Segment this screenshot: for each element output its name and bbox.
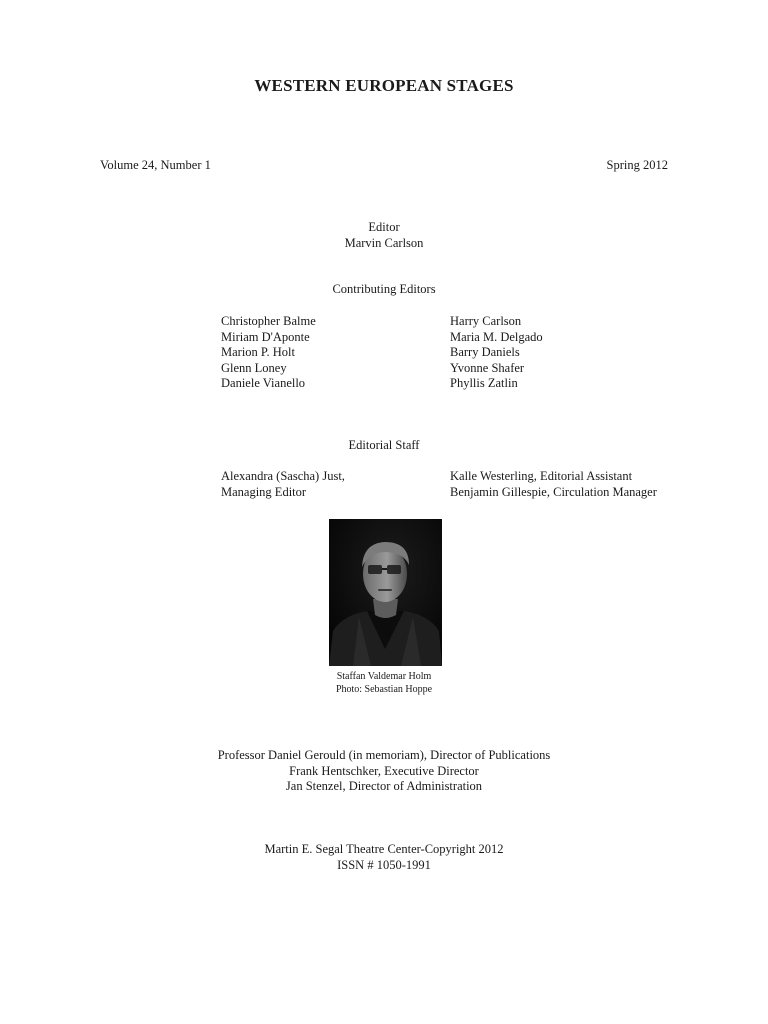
editor-heading: Editor [368, 220, 400, 234]
contributing-editors-right-column [450, 314, 543, 392]
copyright-line: Martin E. Segal Theatre Center-Copyright 2012 [264, 842, 504, 856]
contributing-editor: Maria M. Delgado [450, 329, 543, 344]
contributing-editor: Phyllis Zatlin [450, 376, 518, 390]
editor-name: Marvin Carlson [344, 236, 424, 250]
contributing-editor: Marion P. Holt [221, 345, 295, 359]
contributing-editor: Yvonne Shafer [450, 360, 525, 375]
contributing-editor: Barry Daniels [450, 345, 520, 359]
portrait-photo [329, 519, 442, 666]
staff-entry: Alexandra (Sascha) Just, [221, 469, 345, 483]
editorial-staff-heading: Editorial Staff [348, 438, 420, 452]
volume-number: Volume 24, Number 1 [100, 158, 211, 172]
portrait-image [329, 519, 442, 666]
contributing-editor: Daniele Vianello [221, 376, 306, 390]
publisher-footer [0, 842, 768, 873]
photo-caption-credit: Photo: Sebastian Hoppe [335, 683, 433, 695]
directors-block [0, 748, 768, 795]
staff-entry: Benjamin Gillespie, Circulation Manager [450, 484, 657, 499]
director-line: Frank Hentschker, Executive Director [289, 763, 479, 778]
contributing-editors-heading: Contributing Editors [332, 282, 436, 296]
director-line: Professor Daniel Gerould (in memoriam), Director of Publications [217, 748, 551, 762]
director-line: Jan Stenzel, Director of Administration [285, 779, 483, 793]
photo-caption-name: Staffan Valdemar Holm [336, 671, 432, 682]
editorial-staff-left-column [221, 469, 345, 500]
contributing-editor: Miriam D'Aponte [221, 329, 310, 344]
contributing-editor: Harry Carlson [450, 314, 522, 328]
contributing-editor: Glenn Loney [221, 360, 287, 375]
issn-line: ISSN # 1050-1991 [337, 857, 431, 872]
staff-entry: Kalle Westerling, Editorial Assistant [450, 469, 633, 483]
journal-title: WESTERN EUROPEAN STAGES [254, 76, 514, 95]
issue-season: Spring 2012 [606, 158, 668, 172]
photo-caption [284, 671, 484, 696]
contributing-editor: Christopher Balme [221, 314, 316, 328]
editorial-staff-right-column [450, 469, 657, 500]
staff-entry: Managing Editor [221, 484, 307, 499]
contributing-editors-left-column [221, 314, 316, 392]
